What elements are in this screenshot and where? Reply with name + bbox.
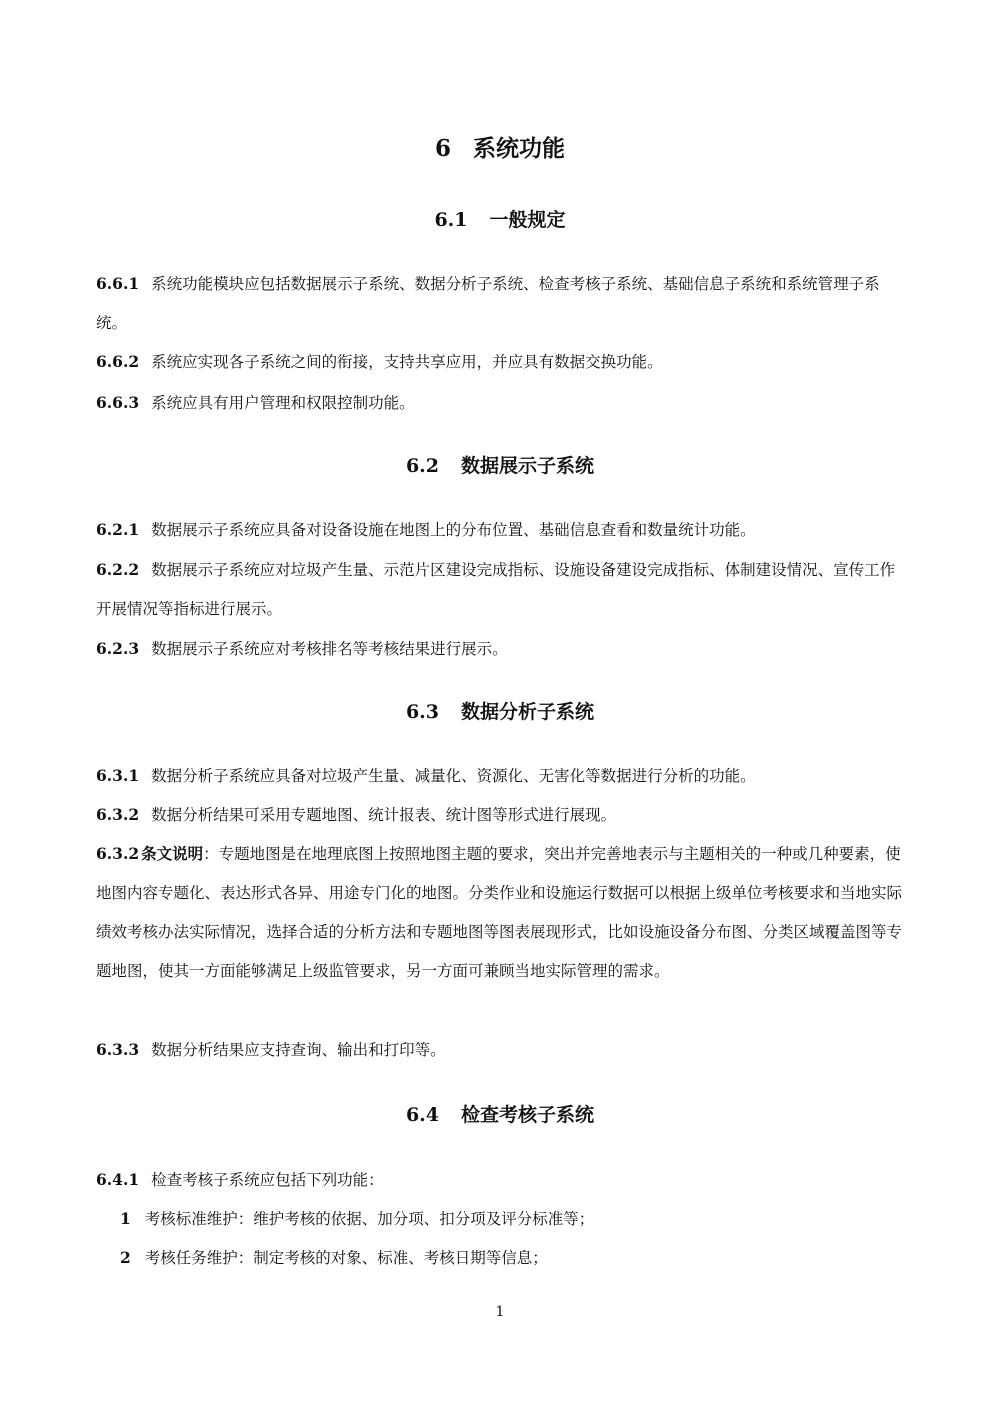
clause-number: 6.3.2	[96, 805, 140, 824]
clause-number: 6.3.3	[96, 1040, 140, 1059]
section-title: 数据分析子系统	[461, 701, 595, 723]
clause-number: 6.4.1	[96, 1170, 140, 1189]
clause-number: 6.6.2	[96, 352, 140, 371]
clause-6-3-1	[96, 756, 906, 796]
section-number: 6.2	[405, 455, 440, 477]
clause-number: 6.3.1	[96, 766, 140, 785]
clause-6-2-3	[96, 629, 906, 669]
clause-6-6-3	[96, 383, 906, 423]
section-title: 一般规定	[489, 209, 566, 231]
clause-text: 数据展示子系统应具备对设备设施在地图上的分布位置、基础信息查看和数量统计功能。	[151, 521, 756, 539]
item-text: 考核任务维护：制定考核的对象、标准、考核日期等信息；	[144, 1249, 548, 1267]
note-label: 条文说明	[141, 844, 204, 863]
clause-number: 6.2.3	[96, 639, 140, 658]
section-heading-6-1	[0, 206, 1000, 234]
section-title: 数据展示子系统	[461, 455, 595, 477]
clause-text: 数据分析结果应支持查询、输出和打印等。	[151, 1041, 446, 1059]
chapter-number: 6	[434, 135, 451, 162]
chapter-title: 系统功能	[473, 135, 565, 162]
section-heading-6-4	[0, 1101, 1000, 1129]
clause-text: 检查考核子系统应包括下列功能：	[151, 1171, 384, 1189]
section-number: 6.1	[434, 209, 468, 231]
clause-text: 系统应实现各子系统之间的衔接，支持共享应用，并应具有数据交换功能。	[151, 353, 663, 371]
chapter-heading	[0, 133, 1000, 165]
clause-6-6-1	[96, 264, 906, 343]
clause-number: 6.3.2	[96, 844, 140, 863]
clause-6-3-2	[96, 795, 906, 835]
clause-number: 6.2.1	[96, 520, 140, 539]
item-number: 1	[120, 1209, 131, 1228]
page-number: 1	[495, 1304, 505, 1320]
clause-text: 系统功能模块应包括数据展示子系统、数据分析子系统、检查考核子系统、基础信息子系统和系统管理子系统。	[96, 275, 880, 332]
note-text: ：专题地图是在地理底图上按照地图主题的要求，突出并完善地表示与主题相关的一种或几种要素，使地图内容专题化、表达形式各异、用途专门化的地图。分类作业和设施运行数据可以根据上级单位考核要求和当地实际绩效考核办法实际情况，选择合适的分析方法和专题地图等图表展现形式，比如设施设备分布图、分类区域覆盖图等专题地图，使其一方面能够满足上级监管要求，另一方面可兼顾当地实际管理的需求。	[96, 845, 903, 980]
clause-note-6-3-2	[96, 834, 906, 991]
clause-6-3-3	[96, 1030, 906, 1070]
section-title: 检查考核子系统	[461, 1104, 595, 1126]
section-number: 6.4	[405, 1104, 440, 1126]
clause-6-2-2	[96, 550, 906, 629]
item-number: 2	[120, 1248, 131, 1267]
clause-text: 系统应具有用户管理和权限控制功能。	[151, 394, 415, 412]
section-number: 6.3	[405, 701, 440, 723]
clause-number: 6.6.3	[96, 393, 140, 412]
clause-6-4-1	[96, 1160, 906, 1200]
clause-text: 数据展示子系统应对考核排名等考核结果进行展示。	[151, 640, 508, 658]
section-heading-6-3	[0, 698, 1000, 726]
clause-number: 6.6.1	[96, 274, 140, 293]
list-item	[120, 1199, 906, 1239]
list-item	[120, 1238, 906, 1278]
clause-number: 6.2.2	[96, 560, 140, 579]
section-heading-6-2	[0, 452, 1000, 480]
clause-text: 数据展示子系统应对垃圾产生量、示范片区建设完成指标、设施设备建设完成指标、体制建设情况、宣传工作开展情况等指标进行展示。	[96, 561, 896, 618]
clause-6-2-1	[96, 510, 906, 550]
item-text: 考核标准维护：维护考核的依据、加分项、扣分项及评分标准等；	[144, 1210, 595, 1228]
clause-text: 数据分析结果可采用专题地图、统计报表、统计图等形式进行展现。	[151, 806, 617, 824]
clause-6-6-2	[96, 342, 906, 382]
clause-text: 数据分析子系统应具备对垃圾产生量、减量化、资源化、无害化等数据进行分析的功能。	[151, 767, 756, 785]
